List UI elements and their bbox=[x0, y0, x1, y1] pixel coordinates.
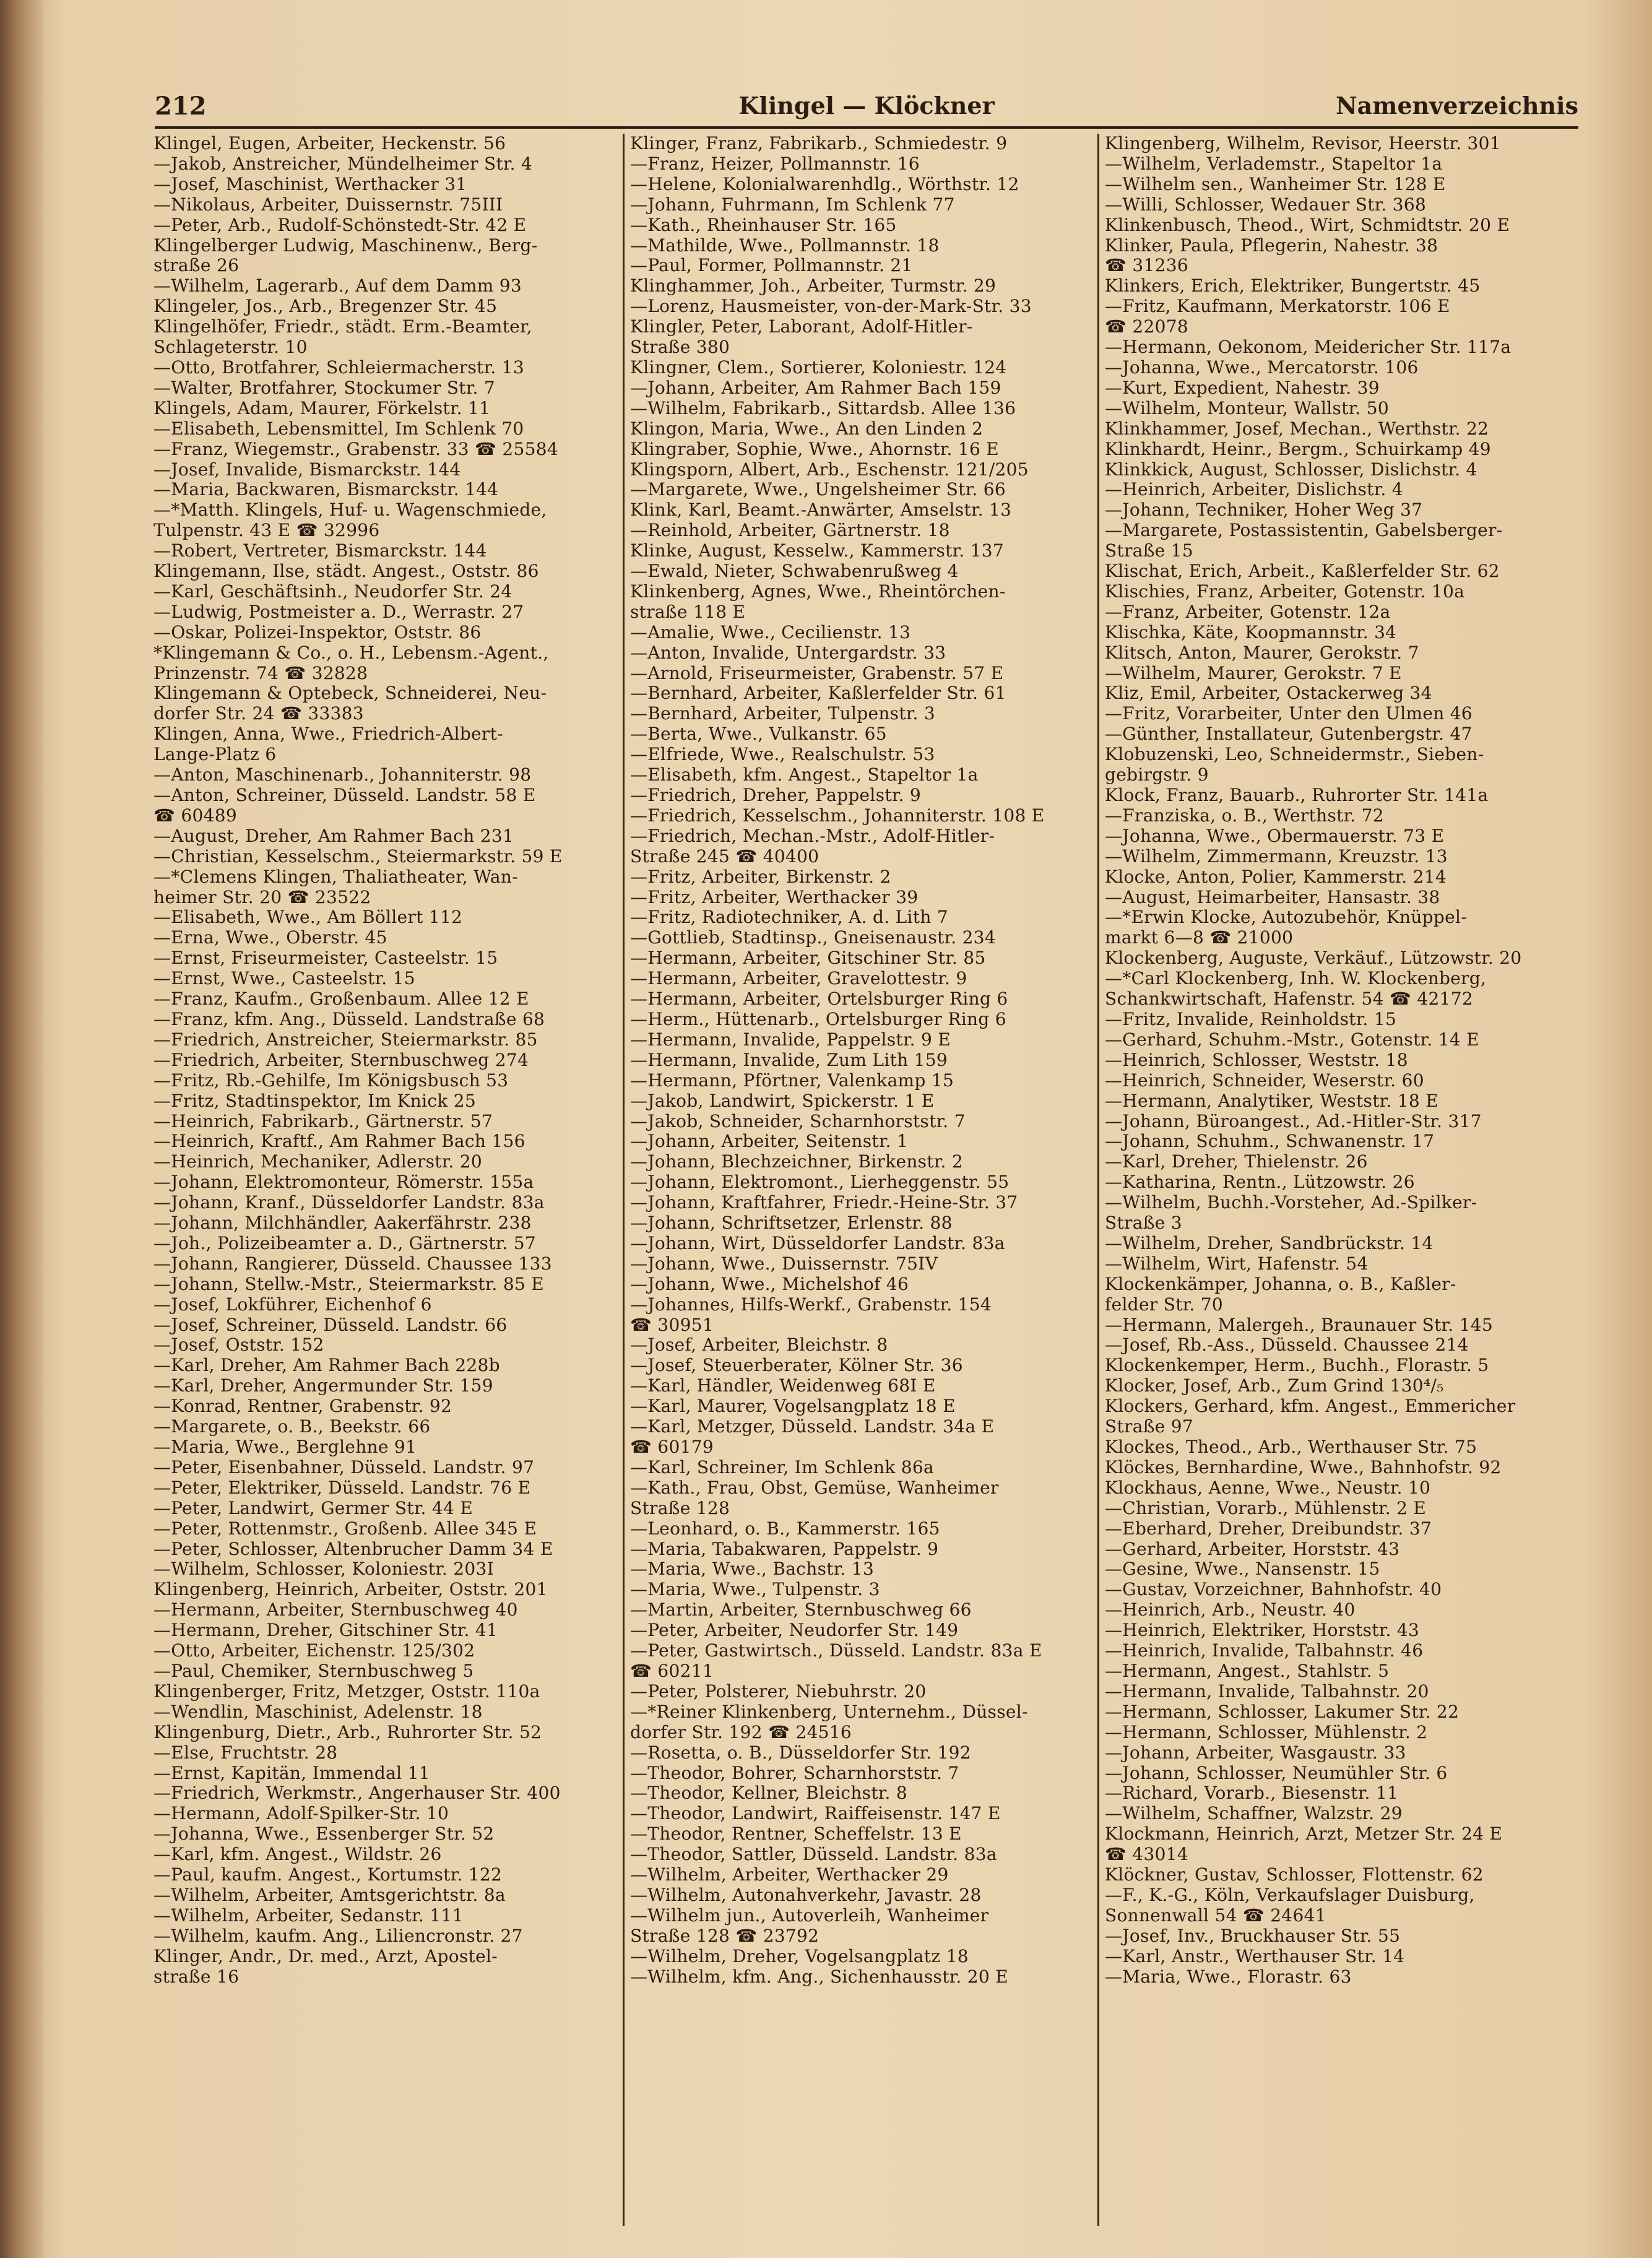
directory-entry-line: Klocke, Anton, Polier, Kammerstr. 214 bbox=[1105, 866, 1447, 887]
directory-entry-line: —August, Dreher, Am Rahmer Bach 231 bbox=[154, 825, 514, 846]
directory-entry-line: —Maria, Backwaren, Bismarckstr. 144 bbox=[154, 479, 499, 500]
directory-entry-line: —Wilhelm, kfm. Ang., Sichenhausstr. 20 E bbox=[630, 1966, 1008, 1987]
directory-entry-line: —Hermann, Schlosser, Mühlenstr. 2 bbox=[1105, 1721, 1428, 1742]
directory-entry-line: —Christian, Kesselschm., Steiermarkstr. 59 E bbox=[154, 846, 563, 867]
directory-entry-line: —Gustav, Vorzeichner, Bahnhofstr. 40 bbox=[1105, 1579, 1442, 1600]
directory-entry-line: Klingler, Peter, Laborant, Adolf-Hitler- bbox=[630, 316, 973, 337]
directory-entry-line: Klinkkick, August, Schlosser, Dislichstr. 4 bbox=[1105, 459, 1477, 480]
directory-entry-line: —Peter, Elektriker, Düsseld. Landstr. 76 E bbox=[154, 1477, 531, 1498]
directory-entry-line: —Friedrich, Arbeiter, Sternbuschweg 274 bbox=[154, 1049, 529, 1070]
directory-entry-line: —Oskar, Polizei-Inspektor, Oststr. 86 bbox=[154, 621, 482, 642]
directory-entry-line: Klischat, Erich, Arbeit., Kaßlerfelder Str. 62 bbox=[1105, 561, 1500, 582]
directory-entry-line: —F., K.-G., Köln, Verkaufslager Duisburg, bbox=[1105, 1884, 1475, 1905]
directory-entry-line: —Leonhard, o. B., Kammerstr. 165 bbox=[630, 1518, 940, 1539]
directory-entry-line: Klingsporn, Albert, Arb., Eschenstr. 121/205 bbox=[630, 459, 1029, 480]
directory-entry-line: Schlageterstr. 10 bbox=[154, 337, 308, 358]
directory-entry-line: —Elisabeth, kfm. Angest., Stapeltor 1a bbox=[630, 764, 979, 785]
directory-entry-line: —Jakob, Landwirt, Spickerstr. 1 E bbox=[630, 1090, 935, 1111]
directory-entry-line: Klischka, Käte, Koopmannstr. 34 bbox=[1105, 621, 1397, 642]
directory-entry-line: —Joh., Polizeibeamter a. D., Gärtnerstr. 57 bbox=[154, 1232, 537, 1253]
directory-entry-line: —Wilhelm, Arbeiter, Werthacker 29 bbox=[630, 1864, 949, 1885]
directory-entry-line: —Konrad, Rentner, Grabenstr. 92 bbox=[154, 1396, 452, 1417]
directory-entry-line: —Theodor, Landwirt, Raiffeisenstr. 147 E bbox=[630, 1803, 1001, 1824]
directory-entry-line: —Karl, Metzger, Düsseld. Landstr. 34a E bbox=[630, 1416, 995, 1437]
directory-entry-line: —Wilhelm jun., Autoverleih, Wanheimer bbox=[630, 1905, 989, 1926]
directory-entry-line: Straße 15 bbox=[1105, 540, 1194, 561]
directory-entry-line: —Erna, Wwe., Oberstr. 45 bbox=[154, 927, 387, 948]
directory-entry-line: —Theodor, Bohrer, Scharnhorststr. 7 bbox=[630, 1762, 959, 1783]
directory-entry-line: Schankwirtschaft, Hafenstr. 54 ☎ 42172 bbox=[1105, 988, 1473, 1010]
directory-entry-line: —Peter, Schlosser, Altenbrucher Damm 34 E bbox=[154, 1538, 553, 1559]
entries-column-1 bbox=[154, 134, 618, 2226]
directory-entry-line: —Maria, Wwe., Berglehne 91 bbox=[154, 1437, 417, 1457]
directory-entry-line: Klingemann, Ilse, städt. Angest., Oststr. 86 bbox=[154, 561, 539, 582]
directory-entry-line: gebirgstr. 9 bbox=[1105, 764, 1209, 785]
directory-entry-line: markt 6—8 ☎ 21000 bbox=[1105, 927, 1294, 948]
directory-entry-line: Klinker, Paula, Pflegerin, Nahestr. 38 bbox=[1105, 235, 1438, 256]
directory-entry-line: —Martin, Arbeiter, Sternbuschweg 66 bbox=[630, 1599, 972, 1620]
directory-entry-line: —*Reiner Klinkenberg, Unternehm., Düssel- bbox=[630, 1701, 1028, 1722]
directory-entry-line: —Johann, Arbeiter, Seitenstr. 1 bbox=[630, 1131, 909, 1152]
directory-entry-line: —Heinrich, Elektriker, Horststr. 43 bbox=[1105, 1620, 1420, 1641]
directory-entry-line: —Peter, Arb., Rudolf-Schönstedt-Str. 42 E bbox=[154, 214, 527, 235]
directory-entry-line: Klöckes, Bernhardine, Wwe., Bahnhofstr. 92 bbox=[1105, 1456, 1502, 1477]
directory-entry-line: Klockhaus, Aenne, Wwe., Neustr. 10 bbox=[1105, 1477, 1431, 1498]
directory-entry-line: —*Erwin Klocke, Autozubehör, Knüppel- bbox=[1105, 907, 1467, 928]
directory-entry-line: —*Matth. Klingels, Huf- u. Wagenschmiede, bbox=[154, 500, 547, 521]
directory-entry-line: Straße 245 ☎ 40400 bbox=[630, 846, 820, 867]
directory-entry-line: Klockenberg, Auguste, Verkäuf., Lützowstr. 20 bbox=[1105, 948, 1522, 969]
directory-entry-line: Sonnenwall 54 ☎ 24641 bbox=[1105, 1905, 1326, 1926]
directory-entry-line: —Gottlieb, Stadtinsp., Gneisenaustr. 234 bbox=[630, 927, 997, 948]
directory-entry-line: Klingen, Anna, Wwe., Friedrich-Albert- bbox=[154, 724, 503, 745]
directory-entry-line: —Christian, Vorarb., Mühlenstr. 2 E bbox=[1105, 1497, 1427, 1518]
directory-entry-line: —Wilhelm, Schaffner, Walzstr. 29 bbox=[1105, 1803, 1403, 1824]
directory-entry-line: —Fritz, Stadtinspektor, Im Knick 25 bbox=[154, 1090, 477, 1111]
directory-entry-line: —Otto, Brotfahrer, Schleiermacherstr. 13 bbox=[154, 357, 524, 378]
directory-entry-line: —Josef, Rb.-Ass., Düsseld. Chaussee 214 bbox=[1105, 1334, 1469, 1356]
directory-entry-line: —Anton, Invalide, Untergardstr. 33 bbox=[630, 642, 946, 663]
directory-entry-line: —Wilhelm, Dreher, Vogelsangplatz 18 bbox=[630, 1945, 969, 1966]
directory-entry-line: —Theodor, Kellner, Bleichstr. 8 bbox=[630, 1783, 908, 1804]
directory-entry-line: —Gerhard, Arbeiter, Horststr. 43 bbox=[1105, 1538, 1400, 1559]
directory-entry-line: —Ernst, Wwe., Casteelstr. 15 bbox=[154, 968, 415, 989]
directory-entry-line: Klingelberger Ludwig, Maschinenw., Berg- bbox=[154, 235, 538, 256]
directory-entry-line: ☎ 31236 bbox=[1105, 255, 1188, 276]
directory-entry-line: —Paul, Chemiker, Sternbuschweg 5 bbox=[154, 1660, 474, 1681]
directory-entry-line: —Peter, Rottenmstr., Großenb. Allee 345 E bbox=[154, 1518, 537, 1539]
directory-entry-line: —Friedrich, Kesselschm., Johanniterstr. 108 E bbox=[630, 805, 1045, 826]
page-header bbox=[155, 92, 1578, 129]
directory-entry-line: —Josef, Schreiner, Düsseld. Landstr. 66 bbox=[154, 1314, 508, 1335]
directory-entry-line: —Johannes, Hilfs-Werkf., Grabenstr. 154 bbox=[630, 1294, 992, 1315]
directory-entry-line: —Johann, Arbeiter, Wasgaustr. 33 bbox=[1105, 1742, 1406, 1763]
directory-entry-line: Klingenburg, Dietr., Arb., Ruhrorter Str. 52 bbox=[154, 1721, 542, 1742]
directory-entry-line: —Johann, Schuhm., Schwanenstr. 17 bbox=[1105, 1131, 1435, 1152]
directory-entry-line: —Richard, Vorarb., Biesenstr. 11 bbox=[1105, 1783, 1399, 1804]
directory-entry-line: —Walter, Brotfahrer, Stockumer Str. 7 bbox=[154, 377, 495, 398]
directory-entry-line: —Nikolaus, Arbeiter, Duissernstr. 75III bbox=[154, 194, 503, 215]
directory-entry-line: —Fritz, Kaufmann, Merkatorstr. 106 E bbox=[1105, 296, 1450, 317]
directory-entry-line: —Hermann, Analytiker, Weststr. 18 E bbox=[1105, 1090, 1438, 1111]
directory-entry-line: —Wilhelm, Lagerarb., Auf dem Damm 93 bbox=[154, 275, 522, 296]
directory-entry-line: —Otto, Arbeiter, Eichenstr. 125/302 bbox=[154, 1640, 475, 1661]
directory-entry-line: Klock, Franz, Bauarb., Ruhrorter Str. 141a bbox=[1105, 785, 1489, 805]
directory-entry-line: Klingelhöfer, Friedr., städt. Erm.-Beamter, bbox=[154, 316, 532, 337]
directory-entry-line: —Peter, Gastwirtsch., Düsseld. Landstr. 83a E bbox=[630, 1640, 1042, 1661]
directory-entry-line: —Hermann, Oekonom, Meidericher Str. 117a bbox=[1105, 337, 1511, 358]
directory-entry-line: Klingenberger, Fritz, Metzger, Oststr. 110a bbox=[154, 1681, 540, 1702]
directory-entry-line: —Else, Fruchtstr. 28 bbox=[154, 1742, 338, 1763]
directory-entry-line: Kliz, Emil, Arbeiter, Ostackerweg 34 bbox=[1105, 683, 1432, 704]
directory-entry-line: —Josef, Steuerberater, Kölner Str. 36 bbox=[630, 1355, 963, 1376]
column-divider bbox=[1097, 134, 1099, 2226]
directory-entry-line: —Karl, Anstr., Werthauser Str. 14 bbox=[1105, 1945, 1405, 1966]
directory-entry-line: felder Str. 70 bbox=[1105, 1294, 1224, 1315]
directory-entry-line: —Friedrich, Mechan.-Mstr., Adolf-Hitler- bbox=[630, 825, 995, 846]
directory-entry-line: —Franz, Wiegemstr., Grabenstr. 33 ☎ 25584 bbox=[154, 438, 558, 459]
directory-entry-line: —Heinrich, Invalide, Talbahnstr. 46 bbox=[1105, 1640, 1424, 1661]
directory-entry-line: —Johann, Schlosser, Neumühler Str. 6 bbox=[1105, 1762, 1448, 1783]
directory-entry-line: —Arnold, Friseurmeister, Grabenstr. 57 E bbox=[630, 662, 1004, 683]
directory-entry-line: —Mathilde, Wwe., Pollmannstr. 18 bbox=[630, 235, 940, 256]
directory-entry-line: —Wendlin, Maschinist, Adelenstr. 18 bbox=[154, 1701, 483, 1722]
directory-entry-line: —Willi, Schlosser, Wedauer Str. 368 bbox=[1105, 194, 1427, 215]
directory-entry-line: Klinkers, Erich, Elektriker, Bungertstr. 45 bbox=[1105, 275, 1481, 296]
directory-entry-line: —Johann, Schriftsetzer, Erlenstr. 88 bbox=[630, 1213, 953, 1234]
directory-entry-line: —Franz, kfm. Ang., Düsseld. Landstraße 68 bbox=[154, 1008, 545, 1029]
directory-entry-line: —Fritz, Arbeiter, Birkenstr. 2 bbox=[630, 866, 891, 887]
directory-entry-line: —Günther, Installateur, Gutenbergstr. 47 bbox=[1105, 724, 1473, 745]
directory-entry-line: ☎ 60179 bbox=[630, 1437, 714, 1457]
directory-entry-line: Klocker, Josef, Arb., Zum Grind 130⁴/₅ bbox=[1105, 1375, 1444, 1396]
directory-entry-line: —Margarete, o. B., Beekstr. 66 bbox=[154, 1416, 431, 1437]
directory-entry-line: Prinzenstr. 74 ☎ 32828 bbox=[154, 662, 368, 683]
directory-entry-line: —Theodor, Sattler, Düsseld. Landstr. 83a bbox=[630, 1844, 997, 1865]
directory-entry-line: —Kath., Frau, Obst, Gemüse, Wanheimer bbox=[630, 1477, 999, 1498]
directory-entry-line: —Hermann, Schlosser, Lakumer Str. 22 bbox=[1105, 1701, 1460, 1722]
directory-entry-line: —Friedrich, Werkmstr., Angerhauser Str. 400 bbox=[154, 1783, 561, 1804]
directory-entry-line: Klingel, Eugen, Arbeiter, Heckenstr. 56 bbox=[154, 134, 506, 154]
directory-entry-line: —Berta, Wwe., Vulkanstr. 65 bbox=[630, 724, 887, 745]
directory-entry-line: —Anton, Schreiner, Düsseld. Landstr. 58 E bbox=[154, 785, 536, 805]
directory-entry-line: ☎ 22078 bbox=[1105, 316, 1188, 337]
directory-entry-line: —Lorenz, Hausmeister, von-der-Mark-Str. 33 bbox=[630, 296, 1032, 317]
directory-entry-line: —Kurt, Expedient, Nahestr. 39 bbox=[1105, 377, 1380, 398]
directory-entry-line: —Johanna, Wwe., Mercatorstr. 106 bbox=[1105, 357, 1419, 378]
directory-entry-line: —Wilhelm, Schlosser, Koloniestr. 203I bbox=[154, 1559, 494, 1580]
directory-entry-line: —Herm., Hüttenarb., Ortelsburger Ring 6 bbox=[630, 1008, 1006, 1029]
directory-entry-line: —Peter, Arbeiter, Neudorfer Str. 149 bbox=[630, 1620, 959, 1641]
directory-entry-line: straße 118 E bbox=[630, 601, 746, 622]
directory-entry-line: —Gerhard, Schuhm.-Mstr., Gotenstr. 14 E bbox=[1105, 1029, 1479, 1050]
directory-entry-line: Straße 380 bbox=[630, 337, 730, 358]
directory-entry-line: —Johann, Büroangest., Ad.-Hitler-Str. 317 bbox=[1105, 1110, 1482, 1131]
directory-entry-line: —Kath., Rheinhauser Str. 165 bbox=[630, 214, 897, 235]
directory-entry-line: —Wilhelm, Wirt, Hafenstr. 54 bbox=[1105, 1253, 1369, 1274]
directory-entry-line: —Wilhelm, Buchh.-Vorsteher, Ad.-Spilker- bbox=[1105, 1192, 1477, 1213]
directory-entry-line: —Fritz, Radiotechniker, A. d. Lith 7 bbox=[630, 907, 948, 928]
directory-entry-line: —Robert, Vertreter, Bismarckstr. 144 bbox=[154, 540, 487, 561]
directory-entry-line: —Josef, Invalide, Bismarckstr. 144 bbox=[154, 459, 461, 480]
directory-entry-line: Straße 97 bbox=[1105, 1416, 1194, 1437]
directory-entry-line: —Johann, Stellw.-Mstr., Steiermarkstr. 85 E bbox=[154, 1273, 545, 1294]
directory-entry-line: —Peter, Polsterer, Niebuhrstr. 20 bbox=[630, 1681, 927, 1702]
directory-entry-line: —Wilhelm, Fabrikarb., Sittardsb. Allee 136 bbox=[630, 397, 1016, 418]
directory-entry-line: Klockes, Theod., Arb., Werthauser Str. 75 bbox=[1105, 1437, 1477, 1457]
directory-entry-line: —Wilhelm, Monteur, Wallstr. 50 bbox=[1105, 397, 1389, 418]
directory-entry-line: Klinkhardt, Heinr., Bergm., Schuirkamp 49 bbox=[1105, 438, 1491, 459]
directory-entry-line: Klingels, Adam, Maurer, Förkelstr. 11 bbox=[154, 397, 491, 418]
directory-entry-line: —Josef, Lokführer, Eichenhof 6 bbox=[154, 1294, 432, 1315]
directory-entry-line: Klockenkämper, Johanna, o. B., Kaßler- bbox=[1105, 1273, 1456, 1294]
directory-entry-line: —Margarete, Postassistentin, Gabelsberger- bbox=[1105, 520, 1503, 541]
directory-entry-line: —Fritz, Vorarbeiter, Unter den Ulmen 46 bbox=[1105, 703, 1473, 724]
directory-entry-line: Klöckner, Gustav, Schlosser, Flottenstr. 62 bbox=[1105, 1864, 1484, 1885]
directory-entry-line: Klink, Karl, Beamt.-Anwärter, Amselstr. 13 bbox=[630, 500, 1012, 521]
directory-entry-line: —Johann, Wwe., Michelshof 46 bbox=[630, 1273, 909, 1294]
directory-entry-line: —Johann, Elektromonteur, Römerstr. 155a bbox=[154, 1172, 534, 1193]
directory-entry-line: —Bernhard, Arbeiter, Kaßlerfelder Str. 61 bbox=[630, 683, 1006, 704]
directory-entry-line: —Elisabeth, Wwe., Am Böllert 112 bbox=[154, 907, 463, 928]
directory-entry-line: —Peter, Eisenbahner, Düsseld. Landstr. 97 bbox=[154, 1456, 535, 1477]
directory-entry-line: —Karl, Geschäftsinh., Neudorfer Str. 24 bbox=[154, 581, 512, 602]
directory-entry-line: —Josef, Inv., Bruckhauser Str. 55 bbox=[1105, 1925, 1401, 1946]
directory-entry-line: Klockenkemper, Herm., Buchh., Florastr. 5 bbox=[1105, 1355, 1489, 1376]
directory-entry-line: —Hermann, Pförtner, Valenkamp 15 bbox=[630, 1070, 954, 1091]
directory-entry-line: —Karl, Dreher, Thielenstr. 26 bbox=[1105, 1151, 1368, 1172]
directory-entry-line: —Karl, Maurer, Vogelsangplatz 18 E bbox=[630, 1396, 956, 1417]
directory-entry-line: —Paul, Former, Pollmannstr. 21 bbox=[630, 255, 913, 276]
directory-entry-line: —Ernst, Friseurmeister, Casteelstr. 15 bbox=[154, 948, 498, 969]
directory-entry-line: —Paul, kaufm. Angest., Kortumstr. 122 bbox=[154, 1864, 503, 1885]
directory-entry-line: —Bernhard, Arbeiter, Tulpenstr. 3 bbox=[630, 703, 936, 724]
directory-entry-line: —Johann, Arbeiter, Am Rahmer Bach 159 bbox=[630, 377, 1001, 398]
directory-entry-line: —Wilhelm, Zimmermann, Kreuzstr. 13 bbox=[1105, 846, 1448, 867]
directory-entry-line: —August, Heimarbeiter, Hansastr. 38 bbox=[1105, 886, 1440, 907]
directory-entry-line: —Hermann, Arbeiter, Gravelottestr. 9 bbox=[630, 968, 967, 989]
directory-entry-line: Klobuzenski, Leo, Schneidermstr., Sieben- bbox=[1105, 744, 1484, 765]
directory-entry-line: —*Clemens Klingen, Thaliatheater, Wan- bbox=[154, 866, 518, 887]
directory-entry-line: ☎ 43014 bbox=[1105, 1844, 1188, 1865]
directory-entry-line: —Wilhelm, Autonahverkehr, Javastr. 28 bbox=[630, 1884, 982, 1905]
directory-entry-line: ☎ 60489 bbox=[154, 805, 237, 826]
directory-entry-line: —Jakob, Anstreicher, Mündelheimer Str. 4 bbox=[154, 153, 533, 174]
directory-entry-line: —Johann, Kranf., Düsseldorfer Landstr. 83a bbox=[154, 1192, 545, 1213]
directory-entry-line: —Johann, Blechzeichner, Birkenstr. 2 bbox=[630, 1151, 964, 1172]
directory-entry-line: —Wilhelm, Maurer, Gerokstr. 7 E bbox=[1105, 662, 1402, 683]
directory-entry-line: Straße 128 ☎ 23792 bbox=[630, 1925, 820, 1946]
directory-entry-line: —Maria, Wwe., Florastr. 63 bbox=[1105, 1966, 1352, 1987]
directory-entry-line: —Karl, Dreher, Angermunder Str. 159 bbox=[154, 1375, 493, 1396]
directory-entry-line: Klingemann & Optebeck, Schneiderei, Neu- bbox=[154, 683, 547, 704]
directory-entry-line: —Maria, Tabakwaren, Pappelstr. 9 bbox=[630, 1538, 939, 1559]
directory-entry-line: —Fritz, Arbeiter, Werthacker 39 bbox=[630, 886, 919, 907]
directory-entry-line: —Hermann, Arbeiter, Ortelsburger Ring 6 bbox=[630, 988, 1008, 1010]
entries-column-2 bbox=[630, 134, 1094, 2226]
directory-entry-line: Klinke, August, Kesselw., Kammerstr. 137 bbox=[630, 540, 1005, 561]
directory-entry-line: Klingenberg, Heinrich, Arbeiter, Oststr. 201 bbox=[154, 1579, 548, 1600]
directory-entry-line: —Jakob, Schneider, Scharnhorststr. 7 bbox=[630, 1110, 966, 1131]
directory-entry-line: Klinkenbusch, Theod., Wirt, Schmidtstr. 20 E bbox=[1105, 214, 1510, 235]
directory-entry-line: —Heinrich, Schlosser, Weststr. 18 bbox=[1105, 1049, 1408, 1070]
directory-entry-line: —Wilhelm, kaufm. Ang., Liliencronstr. 27 bbox=[154, 1925, 523, 1946]
directory-entry-line: ☎ 60211 bbox=[630, 1660, 714, 1681]
directory-entry-line: ☎ 30951 bbox=[630, 1314, 714, 1335]
directory-entry-line: —Friedrich, Anstreicher, Steiermarkstr. 85 bbox=[154, 1029, 538, 1050]
directory-entry-line: —Karl, Schreiner, Im Schlenk 86a bbox=[630, 1456, 935, 1477]
directory-entry-line: —Heinrich, Schneider, Weserstr. 60 bbox=[1105, 1070, 1424, 1091]
directory-entry-line: —Hermann, Arbeiter, Gitschiner Str. 85 bbox=[630, 948, 986, 969]
directory-entry-line: —Wilhelm sen., Wanheimer Str. 128 E bbox=[1105, 173, 1446, 194]
directory-entry-line: —Margarete, Wwe., Ungelsheimer Str. 66 bbox=[630, 479, 1006, 500]
directory-entry-line: —Katharina, Rentn., Lützowstr. 26 bbox=[1105, 1172, 1415, 1193]
directory-entry-line: Klitsch, Anton, Maurer, Gerokstr. 7 bbox=[1105, 642, 1419, 663]
directory-entry-line: —Hermann, Invalide, Pappelstr. 9 E bbox=[630, 1029, 951, 1050]
directory-entry-line: *Klingemann & Co., o. H., Lebensm.-Agent., bbox=[154, 642, 549, 663]
directory-entry-line: Straße 3 bbox=[1105, 1213, 1182, 1234]
directory-entry-line: —Reinhold, Arbeiter, Gärtnerstr. 18 bbox=[630, 520, 950, 541]
directory-entry-line: Straße 128 bbox=[630, 1497, 730, 1518]
directory-entry-line: —Theodor, Rentner, Scheffelstr. 13 E bbox=[630, 1823, 962, 1845]
directory-entry-line: —Helene, Kolonialwarenhdlg., Wörthstr. 12 bbox=[630, 173, 1019, 194]
directory-entry-line: —Amalie, Wwe., Cecilienstr. 13 bbox=[630, 621, 911, 642]
directory-entry-line: —Hermann, Invalide, Zum Lith 159 bbox=[630, 1049, 948, 1070]
page-title: Klingel — Klöckner bbox=[738, 92, 995, 119]
section-title: Namenverzeichnis bbox=[1335, 92, 1578, 119]
directory-entry-line: Klinger, Franz, Fabrikarb., Schmiedestr. 9 bbox=[630, 134, 1008, 154]
directory-entry-line: —Friedrich, Dreher, Pappelstr. 9 bbox=[630, 785, 922, 805]
directory-entry-line: —Fritz, Rb.-Gehilfe, Im Königsbusch 53 bbox=[154, 1070, 509, 1091]
directory-entry-line: —Johanna, Wwe., Obermauerstr. 73 E bbox=[1105, 825, 1445, 846]
directory-entry-line: —Franz, Heizer, Pollmannstr. 16 bbox=[630, 153, 920, 174]
directory-entry-line: —Elfriede, Wwe., Realschulstr. 53 bbox=[630, 744, 935, 765]
directory-entry-line: —Wilhelm, Verlademstr., Stapeltor 1a bbox=[1105, 153, 1443, 174]
directory-entry-line: —Johann, Wirt, Düsseldorfer Landstr. 83a bbox=[630, 1232, 1005, 1253]
page-number: 212 bbox=[155, 92, 207, 121]
directory-entry-line: —Johann, Wwe., Duissernstr. 75IV bbox=[630, 1253, 938, 1274]
directory-entry-line: —Heinrich, Kraftf., Am Rahmer Bach 156 bbox=[154, 1131, 525, 1152]
directory-entry-line: —Karl, Händler, Weidenweg 68I E bbox=[630, 1375, 936, 1396]
directory-entry-line: —Anton, Maschinenarb., Johanniterstr. 98 bbox=[154, 764, 532, 785]
directory-entry-line: Klischies, Franz, Arbeiter, Gotenstr. 10a bbox=[1105, 581, 1465, 602]
directory-entry-line: —Hermann, Angest., Stahlstr. 5 bbox=[1105, 1660, 1390, 1681]
directory-entry-line: Klingraber, Sophie, Wwe., Ahornstr. 16 E bbox=[630, 438, 1000, 459]
directory-entry-line: Klingon, Maria, Wwe., An den Linden 2 bbox=[630, 418, 984, 439]
directory-entry-line: Tulpenstr. 43 E ☎ 32996 bbox=[154, 520, 380, 541]
directory-entry-line: Klinger, Andr., Dr. med., Arzt, Apostel- bbox=[154, 1945, 498, 1966]
directory-entry-line: —Karl, Dreher, Am Rahmer Bach 228b bbox=[154, 1355, 500, 1376]
directory-entry-line: —Ernst, Kapitän, Immendal 11 bbox=[154, 1762, 430, 1783]
directory-entry-line: —Johanna, Wwe., Essenberger Str. 52 bbox=[154, 1823, 495, 1845]
directory-entry-line: Klockmann, Heinrich, Arzt, Metzer Str. 24 E bbox=[1105, 1823, 1503, 1845]
directory-entry-line: —Fritz, Invalide, Reinholdstr. 15 bbox=[1105, 1008, 1397, 1029]
directory-entry-line: —Heinrich, Arb., Neustr. 40 bbox=[1105, 1599, 1356, 1620]
directory-entry-line: —Hermann, Adolf-Spilker-Str. 10 bbox=[154, 1803, 449, 1824]
directory-entry-line: Klingeler, Jos., Arb., Bregenzer Str. 45 bbox=[154, 296, 498, 317]
directory-entry-line: —Ewald, Nieter, Schwabenrußweg 4 bbox=[630, 561, 959, 582]
directory-entry-line: dorfer Str. 192 ☎ 24516 bbox=[630, 1721, 852, 1742]
column-divider bbox=[623, 134, 625, 2226]
directory-entry-line: —Hermann, Dreher, Gitschiner Str. 41 bbox=[154, 1620, 498, 1641]
directory-entry-line: —Josef, Arbeiter, Bleichstr. 8 bbox=[630, 1334, 888, 1356]
directory-entry-line: —Elisabeth, Lebensmittel, Im Schlenk 70 bbox=[154, 418, 524, 439]
directory-entry-line: —Josef, Maschinist, Werthacker 31 bbox=[154, 173, 467, 194]
directory-entry-line: —Maria, Wwe., Bachstr. 13 bbox=[630, 1559, 875, 1580]
directory-entry-line: —Johann, Techniker, Hoher Weg 37 bbox=[1105, 500, 1423, 521]
directory-entry-line: straße 26 bbox=[154, 255, 240, 276]
directory-entry-line: —Franz, Arbeiter, Gotenstr. 12a bbox=[1105, 601, 1391, 622]
directory-entry-line: Lange-Platz 6 bbox=[154, 744, 277, 765]
directory-entry-line: Klinkhammer, Josef, Mechan., Werthstr. 22 bbox=[1105, 418, 1489, 439]
directory-entry-line: —Franz, Kaufm., Großenbaum. Allee 12 E bbox=[154, 988, 529, 1010]
header-rule bbox=[155, 126, 1578, 129]
directory-entry-line: —Hermann, Invalide, Talbahnstr. 20 bbox=[1105, 1681, 1429, 1702]
directory-entry-line: Klingner, Clem., Sortierer, Koloniestr. 124 bbox=[630, 357, 1007, 378]
directory-entry-line: —Rosetta, o. B., Düsseldorfer Str. 192 bbox=[630, 1742, 971, 1763]
directory-entry-line: dorfer Str. 24 ☎ 33383 bbox=[154, 703, 364, 724]
directory-entry-line: —Ludwig, Postmeister a. D., Werrastr. 27 bbox=[154, 601, 524, 622]
entries-column-3 bbox=[1105, 134, 1569, 2226]
directory-entry-line: —Heinrich, Mechaniker, Adlerstr. 20 bbox=[154, 1151, 483, 1172]
directory-entry-line: —Johann, Rangierer, Düsseld. Chaussee 133 bbox=[154, 1253, 552, 1274]
directory-entry-line: —Karl, kfm. Angest., Wildstr. 26 bbox=[154, 1844, 442, 1865]
directory-entry-line: —Hermann, Malergeh., Braunauer Str. 145 bbox=[1105, 1314, 1493, 1335]
directory-entry-line: —Maria, Wwe., Tulpenstr. 3 bbox=[630, 1579, 880, 1600]
directory-entry-line: —*Carl Klockenberg, Inh. W. Klockenberg, bbox=[1105, 968, 1487, 989]
directory-entry-line: —Gesine, Wwe., Nansenstr. 15 bbox=[1105, 1559, 1380, 1580]
directory-entry-line: —Josef, Oststr. 152 bbox=[154, 1334, 324, 1356]
directory-entry-line: Klinghammer, Joh., Arbeiter, Turmstr. 29 bbox=[630, 275, 997, 296]
directory-entry-line: —Johann, Kraftfahrer, Friedr.-Heine-Str. 37 bbox=[630, 1192, 1018, 1213]
directory-entry-line: —Wilhelm, Dreher, Sandbrückstr. 14 bbox=[1105, 1232, 1434, 1253]
directory-entry-line: —Johann, Fuhrmann, Im Schlenk 77 bbox=[630, 194, 955, 215]
directory-entry-line: —Franziska, o. B., Werthstr. 72 bbox=[1105, 805, 1384, 826]
directory-entry-line: —Johann, Elektromont., Lierheggenstr. 55 bbox=[630, 1172, 1010, 1193]
directory-entry-line: —Johann, Milchhändler, Aakerfährstr. 238 bbox=[154, 1213, 532, 1234]
directory-entry-line: —Wilhelm, Arbeiter, Amtsgerichtstr. 8a bbox=[154, 1884, 506, 1905]
directory-entry-line: —Eberhard, Dreher, Dreibundstr. 37 bbox=[1105, 1518, 1432, 1539]
directory-entry-line: Klockers, Gerhard, kfm. Angest., Emmericher bbox=[1105, 1396, 1516, 1417]
directory-entry-line: straße 16 bbox=[154, 1966, 240, 1987]
directory-entry-line: —Peter, Landwirt, Germer Str. 44 E bbox=[154, 1497, 474, 1518]
directory-entry-line: Klinkenberg, Agnes, Wwe., Rheintörchen- bbox=[630, 581, 1006, 602]
directory-entry-line: —Wilhelm, Arbeiter, Sedanstr. 111 bbox=[154, 1905, 464, 1926]
directory-entry-line: —Heinrich, Arbeiter, Dislichstr. 4 bbox=[1105, 479, 1403, 500]
directory-entry-line: —Heinrich, Fabrikarb., Gärtnerstr. 57 bbox=[154, 1110, 493, 1131]
directory-entry-line: heimer Str. 20 ☎ 23522 bbox=[154, 886, 371, 907]
directory-entry-line: —Hermann, Arbeiter, Sternbuschweg 40 bbox=[154, 1599, 518, 1620]
directory-entry-line: Klingenberg, Wilhelm, Revisor, Heerstr. 301 bbox=[1105, 134, 1501, 154]
